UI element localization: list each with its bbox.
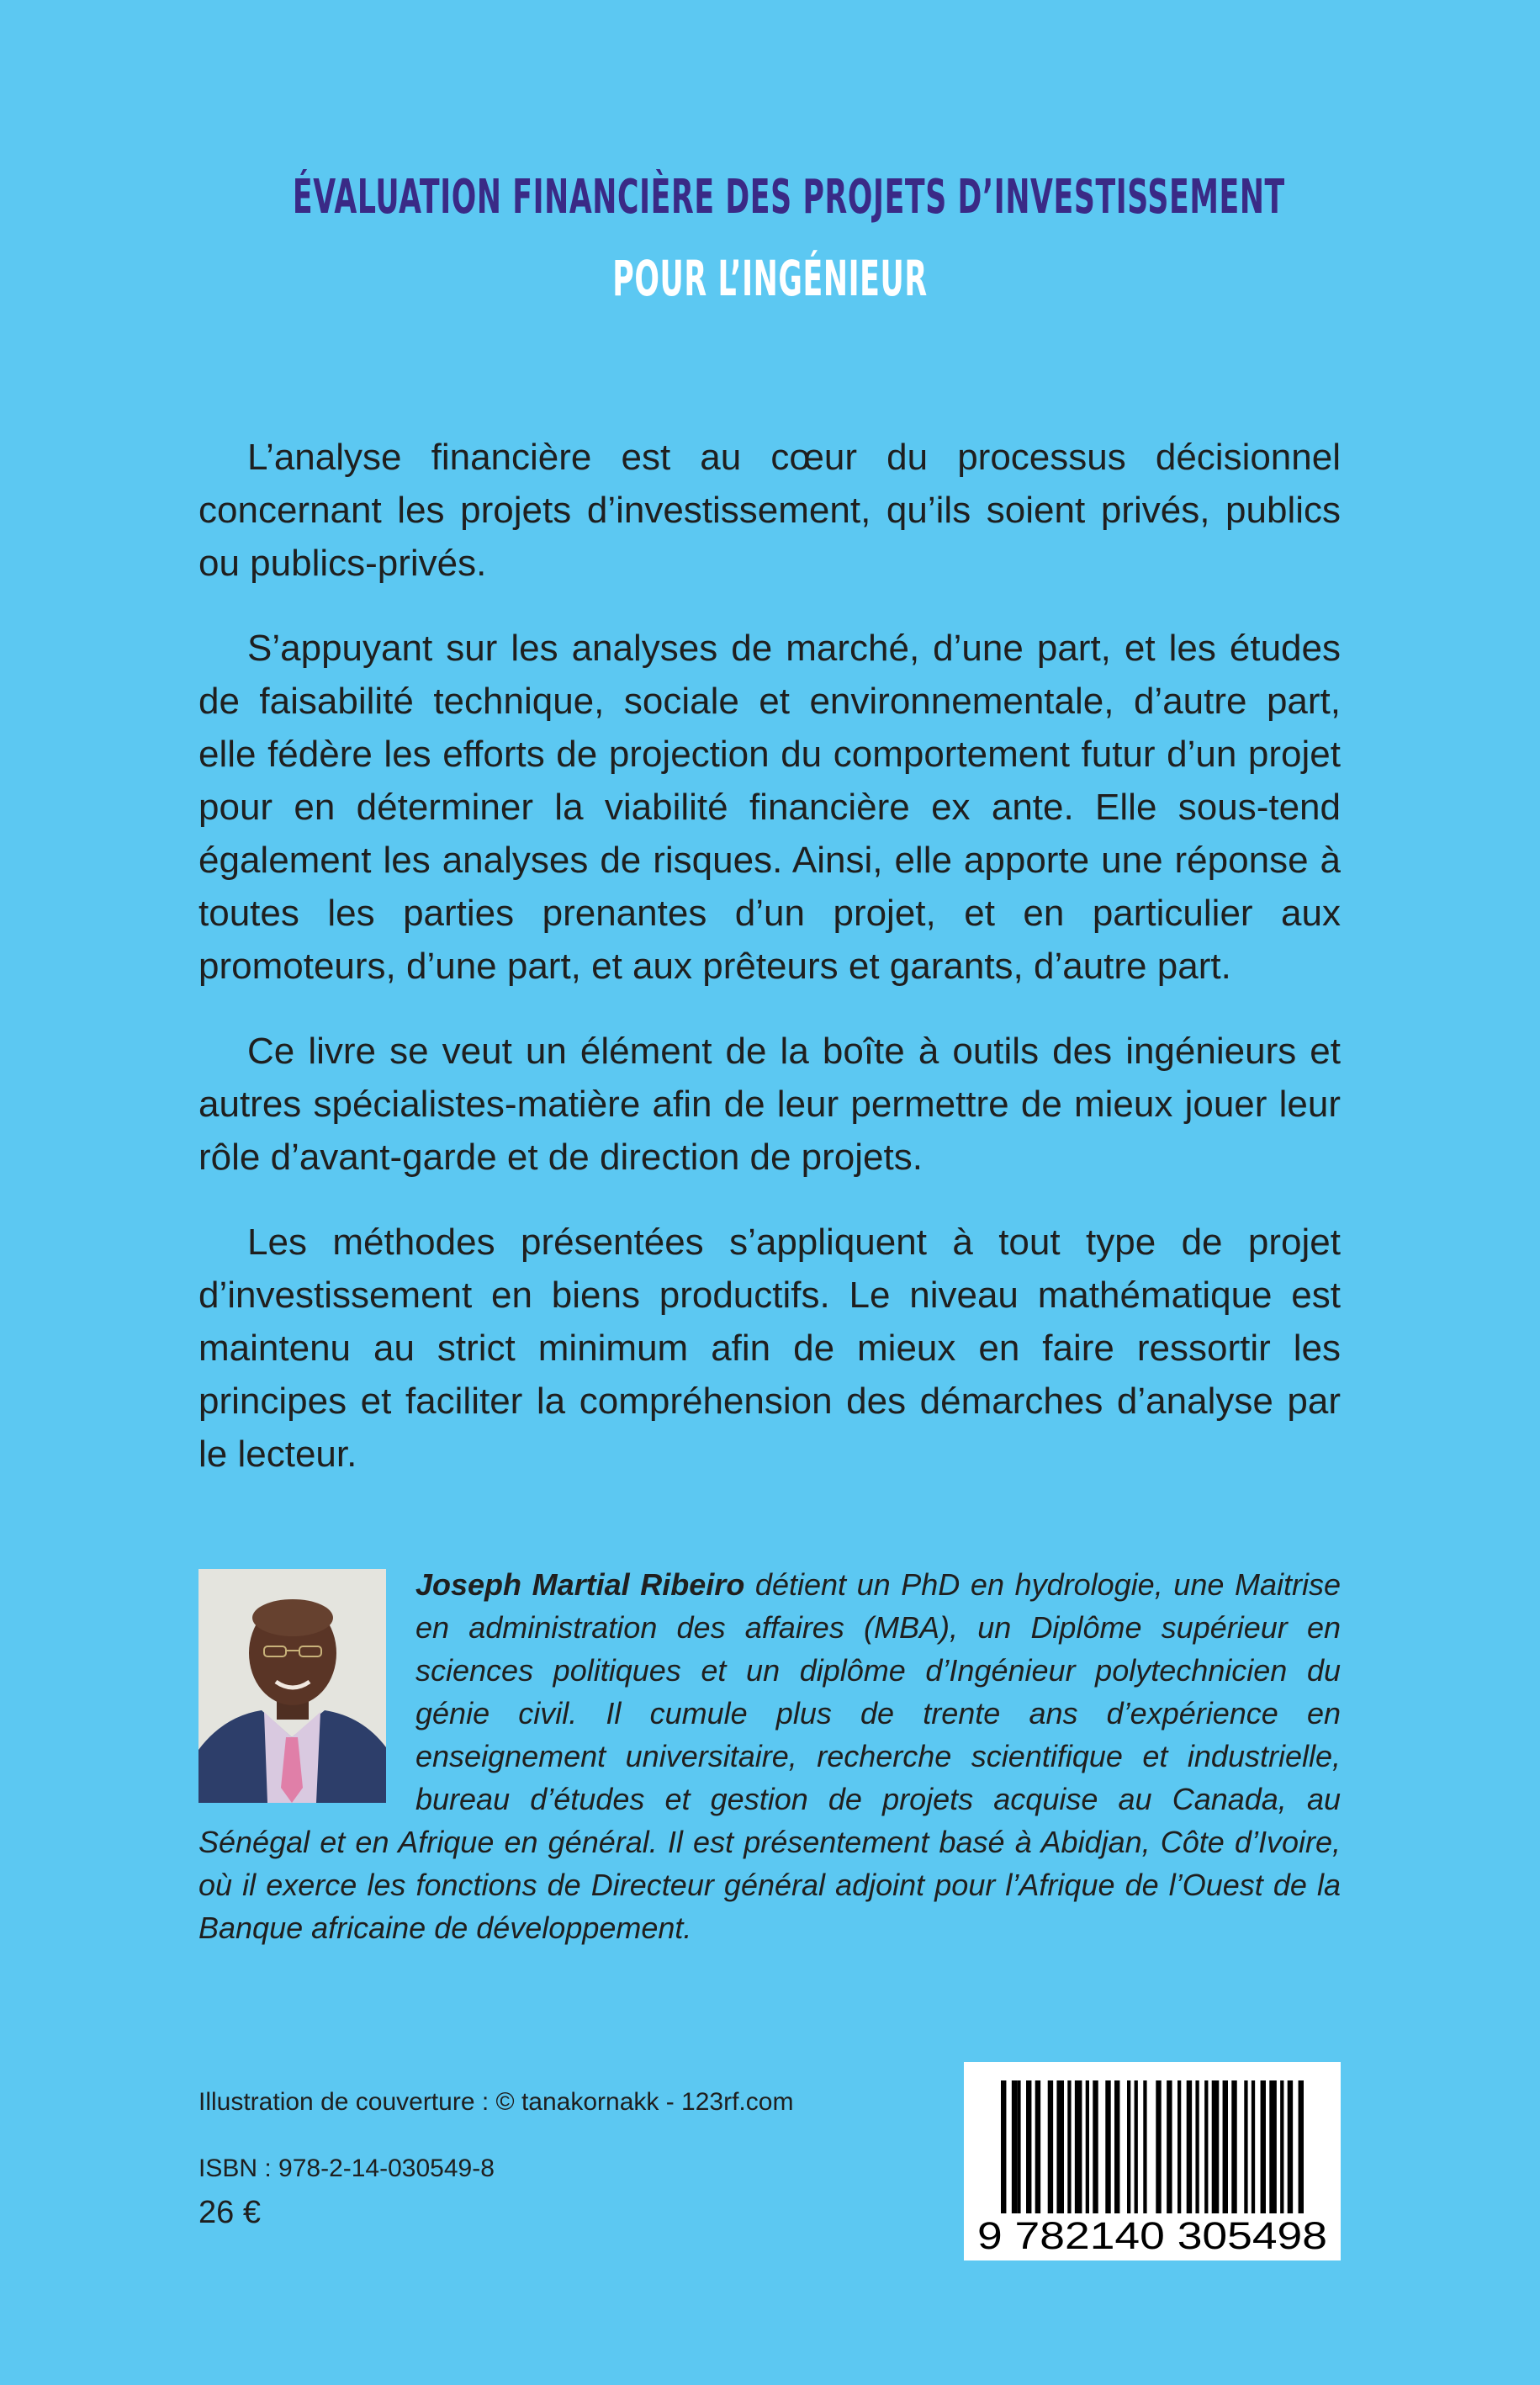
barcode-bar [1280,2080,1283,2213]
book-title: ÉVALUATION FINANCIÈRE DES PROJETS D’INVESTISSEMENT [292,170,1285,225]
barcode-bar [1135,2080,1138,2213]
barcode-bar [1075,2080,1082,2213]
barcode-bar [1114,2080,1119,2213]
barcode-bar [1223,2080,1228,2213]
barcode-bar [1261,2080,1266,2213]
cover-title-block [0,164,1540,312]
barcode-bar [1143,2080,1146,2213]
barcode-graphic [964,2062,1341,2260]
author-bio-text: détient un PhD en hydrologie, une Maitrise en administration des affaires (MBA), un Diplôme supérieur en sciences politiques et un diplôme d’Ingénieur polytechnicien du génie civil. Il cumule plus de trente ans d’expérience en enseignement universitaire, recherche scientifique et industrielle, bureau d’études et gestion de projets acquise au Canada, au Sénégal et en Afrique en général. Il est présentement basé à Abidjan, Côte d’Ivoire, où il exerce les fonctions de Directeur général adjoint pour l’Afrique de l’Ouest de la Banque africaine de développement. [198,1567,1341,1945]
barcode-bar [1156,2080,1161,2213]
barcode-bar [1086,2080,1089,2213]
barcode-bar [1187,2080,1192,2213]
barcode-bar [1001,2080,1006,2213]
author-bio [198,1563,1341,1949]
barcode-bar [1167,2080,1172,2213]
barcode-bar [1204,2080,1208,2213]
illustration-credit: Illustration de couverture : © tanakornakk - 123rf.com [198,2088,794,2116]
barcode-bar [1195,2080,1199,2213]
barcode-bar [1177,2080,1181,2213]
barcode-bar [1035,2080,1040,2213]
barcode-bar [1105,2080,1110,2213]
price-text: 26 € [198,2195,261,2230]
barcode-number: 9 782140 305498 [977,2214,1327,2257]
summary-paragraph: Ce livre se veut un élément de la boîte à outils des ingénieurs et autres spécialistes-matière afin de leur permettre de mieux jouer leur rôle d’avant-garde et de direction de projets. [198,1031,1341,1178]
barcode-bar [1093,2080,1098,2213]
summary-paragraph: L’analyse financière est au cœur du processus décisionnel concernant les projets d’investissement, qu’ils soient privés, publics ou publics-privés. [198,437,1341,584]
barcode-bar [1244,2080,1247,2213]
barcode [964,2062,1341,2260]
author-name: Joseph Martial Ribeiro [415,1567,745,1602]
barcode-bar [1299,2080,1304,2213]
summary-text [198,431,1341,1513]
summary-paragraph: Les méthodes présentées s’appliquent à tout type de projet d’investissement en biens productifs. Le niveau mathématique est maintenu au strict minimum afin de mieux en faire ressortir les principes et faciliter la compréhension des démarches d’analyse par le lecteur. [198,1222,1341,1475]
barcode-bar [1269,2080,1277,2213]
barcode-bar [1288,2080,1293,2213]
barcode-bar [1048,2080,1053,2213]
barcode-bar [1012,2080,1017,2213]
summary-paragraph: S’appuyant sur les analyses de marché, d’une part, et les études de faisabilité technique, sociale et environnementale, d’autre part, elle fédère les efforts de projection du comportement futur d’un projet pour en déterminer la viabilité financière ex ante. Elle sous-tend également les analyses de risques. Ainsi, elle apporte une réponse à toutes les parties prenantes d’un projet, et en particulier aux promoteurs, d’une part, et aux prêteurs et garants, d’autre part. [198,628,1341,987]
barcode-bar [1127,2080,1130,2213]
barcode-bar [1212,2080,1220,2213]
barcode-bar [1056,2080,1064,2213]
isbn-text: ISBN : 978-2-14-030549-8 [198,2154,495,2182]
barcode-bar [1026,2080,1031,2213]
barcode-bar [1231,2080,1236,2213]
book-subtitle: POUR L’INGÉNIEUR [612,250,928,307]
barcode-bar [1017,2080,1020,2213]
barcode-bar [1252,2080,1255,2213]
barcode-bar [1067,2080,1071,2213]
